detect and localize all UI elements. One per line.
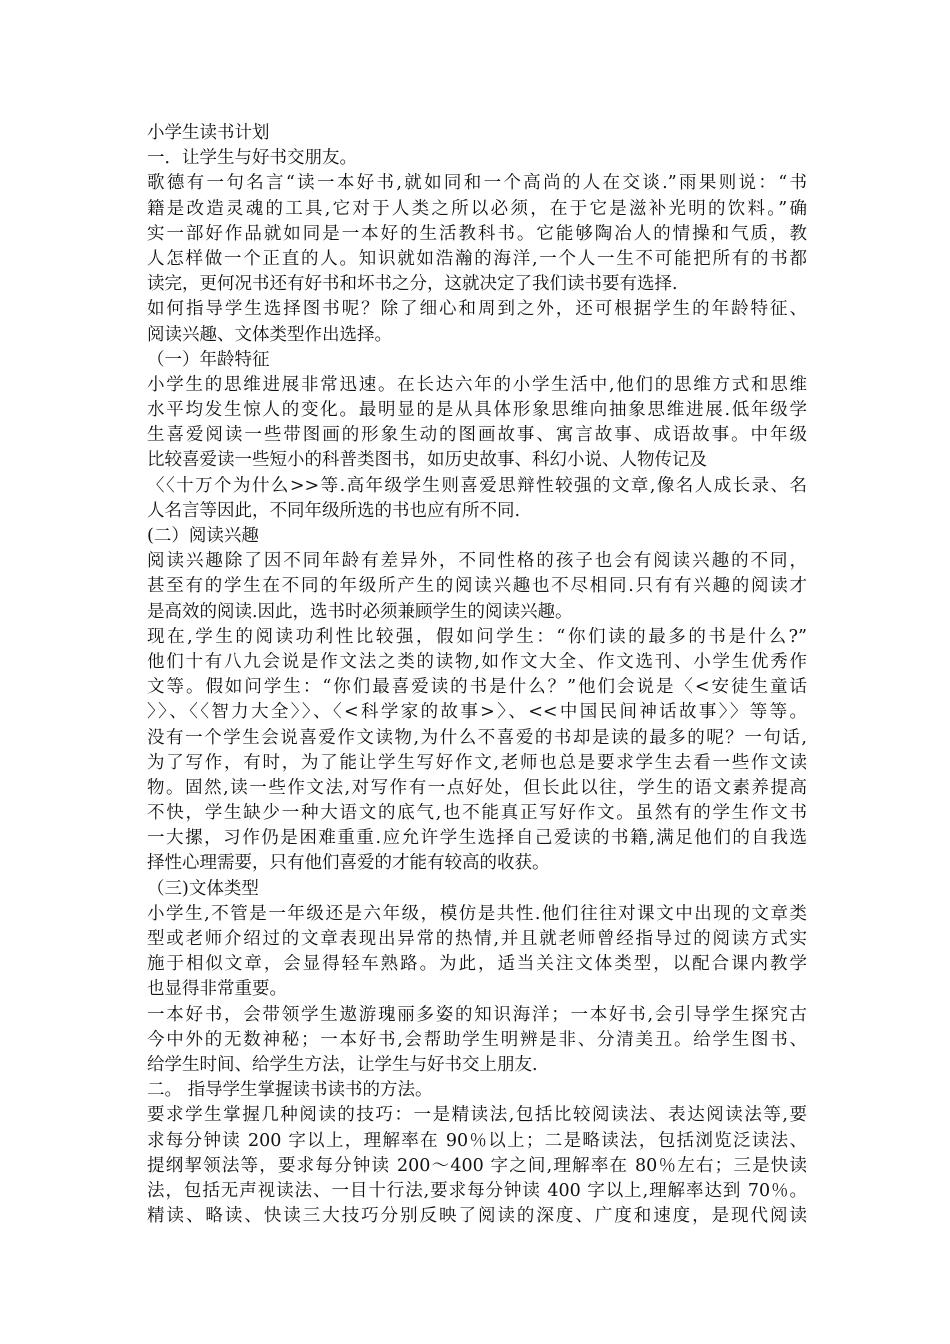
text-line: 水平均发生惊人的变化。最明显的是从具体形象思维向抽象思维进展.低年级学 [147, 400, 807, 421]
text-line: 生喜爱阅读一些带图画的形象生动的图画故事、寓言故事、成语故事。中年级 [147, 425, 807, 446]
text-line: 人名言等因此，不同年级所选的书也应有所不同. [147, 500, 521, 521]
text-line: 如何指导学生选择图书呢？除了细心和周到之外，还可根据学生的年龄特征、 [147, 299, 807, 320]
text-line: 求每分钟读 200 字以上，理解率在 90％以上；二是略读法，包括浏览泛读法、 [147, 1130, 807, 1151]
text-line: 阅读兴趣、文体类型作出选择。 [147, 324, 392, 345]
section-heading: （一）年龄特征 [147, 349, 270, 370]
text-line: 籍是改造灵魂的工具,它对于人类之所以必须，在于它是滋补光明的饮料。”确 [147, 198, 807, 219]
text-line: 〈〈十万个为什么>>等.高年级学生则喜爱思辩性较强的文章,像名人成长录、名 [147, 475, 807, 496]
text-line: 施于相似文章，会显得轻车熟路。为此，适当关注文体类型，以配合课内教学 [147, 954, 807, 975]
text-line: 小学生,不管是一年级还是六年级，模仿是共性.他们往往对课文中出现的文章类 [147, 903, 807, 924]
text-line: 人怎样做一个正直的人。知识就如浩瀚的海洋,一个人一生不可能把所有的书都 [147, 248, 807, 269]
text-line: 法，包括无声视读法、一目十行法,要求每分钟读 400 字以上,理解率达到 70％。 [147, 1180, 807, 1201]
section-heading: (二）阅读兴趣 [147, 526, 259, 546]
text-line: 一本好书，会带领学生遨游瑰丽多姿的知识海洋；一本好书,会引导学生探究古 [147, 1004, 807, 1025]
text-line: 是高效的阅读.因此，选书时必须兼顾学生的阅读兴趣。 [147, 601, 573, 622]
text-line: 提纲挈领法等，要求每分钟读 200～400 字之间,理解率在 80％左右；三是快读 [147, 1155, 807, 1176]
text-line: 阅读兴趣除了因不同年龄有差异外，不同性格的孩子也会有阅读兴趣的不同， [147, 551, 807, 572]
text-line: 文等。假如问学生：“你们最喜爱读的书是什么？”他们会说是〈<安徒生童话 [147, 677, 807, 698]
text-line: 给学生时间、给学生方法，让学生与好书交上朋友. [147, 1054, 538, 1075]
document-page [147, 121, 807, 1229]
text-line: 小学生的思维进展非常迅速。在长达六年的小学生活中,他们的思维方式和思维 [147, 374, 807, 395]
text-line: 也显得非常重要。 [147, 979, 287, 1000]
text-line: 比较喜爱读一些短小的科普类图书，如历史故事、科幻小说、人物传记及 [147, 450, 707, 471]
text-line: 今中外的无数神秘；一本好书,会帮助学生明辨是非、分清美丑。给学生图书、 [147, 1029, 807, 1050]
text-line: 没有一个学生会说喜爱作文读物,为什么不喜爱的书却是读的最多的呢？一句话, [147, 727, 807, 748]
text-line: 一大摞，习作仍是困难重重.应允许学生选择自己爱读的书籍,满足他们的自我选 [147, 828, 807, 849]
text-line: 歌德有一句名言“读一本好书,就如同和一个高尚的人在交谈.”雨果则说：“书 [147, 173, 807, 194]
text-line: 甚至有的学生在不同的年级所产生的阅读兴趣也不尽相同.只有有兴趣的阅读才 [147, 576, 807, 597]
section-heading: 一．让学生与好书交朋友。 [147, 148, 357, 169]
text-line: 读完，更何况书还有好书和坏书之分，这就决定了我们读书要有选择. [147, 274, 678, 295]
text-line: 实一部好作品就如同是一本好的生活教科书。它能够陶冶人的情操和气质，教 [147, 223, 807, 244]
document-title: 小学生读书计划 [147, 123, 270, 143]
text-line: 型或老师介绍过的文章表现出异常的热情,并且就老师曾经指导过的阅读方式实 [147, 929, 807, 949]
text-line: 精读、略读、快读三大技巧分别反映了阅读的深度、广度和速度，是现代阅读 [147, 1206, 807, 1227]
text-line: 不快，学生缺少一种大语文的底气,也不能真正写好作文。虽然有的学生作文书 [147, 803, 807, 824]
text-line: 为了写作，有时，为了能让学生写好作文,老师也总是要求学生去看一些作文读 [147, 752, 807, 773]
text-line: 〉〉、〈〈智力大全〉〉、〈<科学家的故事>〉、<<中国民间神话故事〉〉等等。 [147, 702, 807, 723]
text-line: 要求学生掌握几种阅读的技巧：一是精读法,包括比较阅读法、表达阅读法等,要 [147, 1105, 807, 1126]
section-heading: （三)文体类型 [147, 878, 259, 899]
text-line: 他们十有八九会说是作文法之类的读物,如作文大全、作文选刊、小学生优秀作 [147, 651, 807, 672]
text-line: 物。固然,读一些作文法,对写作有一点好处，但长此以往，学生的语文素养提高 [147, 777, 807, 798]
text-line: 现在,学生的阅读功利性比较强，假如问学生：“你们读的最多的书是什么?” [147, 626, 807, 647]
text-line: 择性心理需要，只有他们喜爱的才能有较高的收获。 [147, 853, 550, 874]
section-heading: 二。 指导学生掌握读书读书的方法。 [147, 1080, 433, 1101]
